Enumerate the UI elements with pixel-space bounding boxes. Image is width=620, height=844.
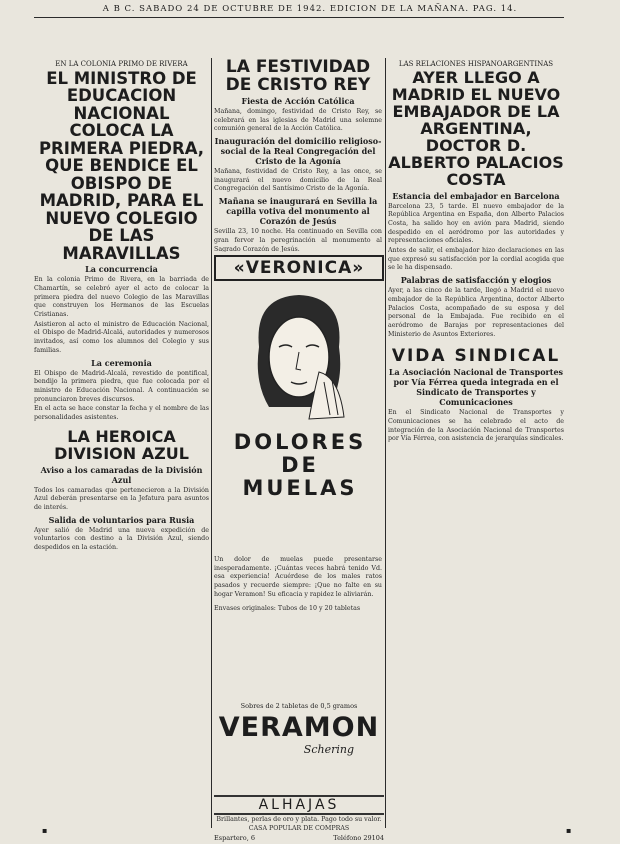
ad-brand-band: «VERONICA» xyxy=(214,255,384,281)
column-rule-2 xyxy=(385,58,386,828)
headline-cristo-rey: LA FESTIVIDAD DE CRISTO REY xyxy=(225,58,371,96)
subhead-sevilla: Mañana se inaugurará en Sevilla la capilla votiva del monumento al Corazón de Jesús xyxy=(218,196,378,227)
alhajas-address: Espartero, 6 xyxy=(214,834,255,843)
headline-minister: EL MINISTRO DE EDUCACION NACIONAL COLOCA LA PRIMERA PIEDRA, QUE BENDICE EL OBISPO DE MADRID, PARA EL NUEVO COLEGIO DE LAS MARAVILLAS xyxy=(38,69,205,263)
paragraph: Todos los camaradas que pertenecieron a la División Azul deberán presentarse en la Jefatura para asuntos de interés. xyxy=(34,486,209,511)
subhead-palabras: Palabras de satisfacción y elogios xyxy=(400,275,552,286)
subhead-concurrencia: La concurrencia xyxy=(85,264,158,275)
paragraph: Sevilla 23, 10 noche. Ha continuado en Sevilla con gran fervor la peregrinación al monumento al Sagrado Corazón de Jesús. xyxy=(214,228,382,252)
subhead-aviso: Aviso a los camaradas de la División Azul xyxy=(40,464,203,485)
header-rule xyxy=(34,17,564,18)
column-middle-top xyxy=(214,58,382,252)
alhajas-title: ALHAJAS xyxy=(214,795,384,815)
headline-division-azul: LA HEROICA DIVISION AZUL xyxy=(54,426,189,463)
paragraph: Ayer, a las cinco de la tarde, llegó a Madrid el nuevo embajador de la República Argentina, doctor Alberto Palacios Costa, acompañado de su esposa y del personal de la Embajada. Fue recibido en el aeródromo de Barajas por representaciones del Ministerio de Asuntos Exteriores. xyxy=(388,287,564,338)
veramon-ad xyxy=(214,700,384,756)
kicker: LAS RELACIONES HISPANOARGENTINAS xyxy=(398,60,554,68)
ad-headline: DOLORES DE MUELAS xyxy=(233,430,367,501)
column-rule-1 xyxy=(211,58,212,828)
ad-pack2: Sobres de 2 tabletas de 0,5 gramos xyxy=(240,702,358,710)
paragraph: En el acta se hace constar la fecha y el nombre de las personalidades asistentes. xyxy=(34,405,209,421)
column-left xyxy=(34,58,209,832)
paragraph: Barcelona 23, 5 tarde. El nuevo embajador de la República Argentina en España, don Alberto Palacios Costa, ha salido hoy en avión para Madrid, siendo despedido en el aeródromo por las autoridades y representaciones oficiales. xyxy=(388,202,564,245)
alhajas-contact xyxy=(214,834,384,842)
page-mark-right: ▪ xyxy=(566,826,572,835)
subhead-accion-catolica: Fiesta de Acción Católica xyxy=(241,96,355,107)
paragraph: En el Sindicato Nacional de Transportes y Comunicaciones se ha celebrado el acto de integración de la Asociación Nacional de Transportes por Vía Férrea, con asistencia de jerarquías sindicales. xyxy=(388,409,564,443)
paragraph: Mañana, festividad de Cristo Rey, a las once, se inaugurará el nuevo domicilio de la Real Congregación del Santísimo Cristo de la Agonía. xyxy=(214,168,382,193)
ad-copy: Un dolor de muelas puede presentarse inesperadamente. ¡Cuántas veces habrá tenido Vd. esa experiencia! Acuérdese de los males ratos pasados y recuerde siempre: ¡Que no falte en su hogar Veramon! Su eficacia y rapidez le aliviarán. xyxy=(214,556,382,598)
paragraph: En la colonia Primo de Rivera, en la barriada de Chamartín, se celebró ayer el acto de colocar la primera piedra del nuevo Colegio de las Maravillas que construyen los Hermanos de las Escuelas Cristianas. xyxy=(34,276,209,319)
subhead-transportes: La Asociación Nacional de Transportes por Vía Férrea queda integrada en el Sindicato de Transportes y Comunicaciones xyxy=(388,367,564,408)
kicker: EN LA COLONIA PRIMO DE RIVERA xyxy=(55,60,188,68)
alhajas-phone: Teléfono 29104 xyxy=(333,834,384,843)
subhead-voluntarios: Salida de voluntarios para Rusia xyxy=(48,514,195,525)
alhajas-copy: Brillantes, perlas de oro y plata. Pago todo su valor. CASA POPULAR DE COMPRAS xyxy=(216,816,382,832)
page-mark-left: ▪ xyxy=(42,826,48,835)
woman-portrait-illustration xyxy=(234,287,364,427)
veronica-ad xyxy=(214,255,384,501)
paragraph: Ayer salió de Madrid una nueva expedición de voluntarios con destino a la División Azul, siendo despedidos en la estación. xyxy=(34,526,209,551)
paragraph: Antes de salir, el embajador hizo declaraciones en las que expresó su satisfacción por la cordial acogida que se le ha dispensado. xyxy=(388,247,564,272)
page-header: A B C. SABADO 24 DE OCTUBRE DE 1942. EDICION DE LA MAÑANA. PAG. 14. xyxy=(102,4,518,14)
paragraph: Mañana, domingo, festividad de Cristo Rey, se celebrará en las iglesias de Madrid una solemne comunión general de la Acción Católica. xyxy=(214,108,382,133)
ad-maker: Schering xyxy=(303,743,354,756)
alhajas-ad xyxy=(214,795,384,842)
subhead-congregacion: Inauguración del domicilio religioso-social de la Real Congregación del Cristo de la Agonía xyxy=(214,136,382,167)
paragraph: El Obispo de Madrid-Alcalá, revestido de pontifical, bendijo la primera piedra, que fue colocada por el ministro de Educación Nacional. A continuación se pronunciaron breves discursos. xyxy=(34,369,209,403)
veronica-ad-copy xyxy=(214,555,382,615)
ad-pack: Envases originales: Tubos de 10 y 20 tabletas xyxy=(214,605,361,613)
paragraph: Asistieron al acto el ministro de Educación Nacional, el Obispo de Madrid-Alcalá, autoridades y numerosos invitados, así como los alumnos del Colegio y sus familias. xyxy=(34,320,209,354)
headline-vida-sindical: VIDA SINDICAL xyxy=(391,346,561,367)
ad-product: VERAMON xyxy=(218,712,380,743)
subhead-barcelona: Estancia del embajador en Barcelona xyxy=(392,190,560,201)
subhead-ceremonia: La ceremonia xyxy=(91,357,152,368)
column-right xyxy=(388,58,564,832)
headline-embajador: AYER LLEGO A MADRID EL NUEVO EMBAJADOR DE LA ARGENTINA, DOCTOR D. ALBERTO PALACIOS COSTA xyxy=(388,68,564,189)
